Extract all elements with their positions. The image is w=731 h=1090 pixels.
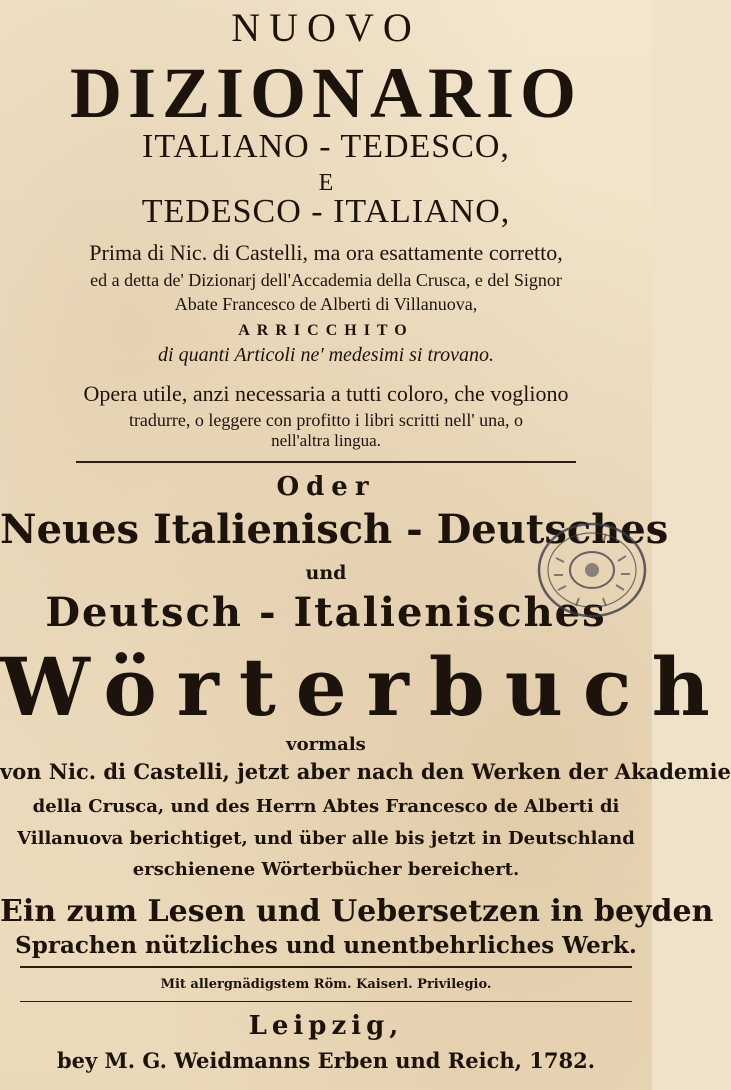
subtitle-abate: Abate Francesco de Alberti di Villanuova, [174, 294, 478, 314]
german-vormals: vormals [286, 734, 366, 755]
description-opera: Opera utile, anzi necessaria a tutti coloro, che vogliono [83, 381, 569, 406]
divider-rule-top [20, 966, 632, 968]
divider-rule-bottom [20, 1001, 632, 1002]
title-italiano-tedesco: ITALIANO - TEDESCO, [142, 128, 510, 165]
german-title-neues: Neues Italienisch - Deutsches [0, 506, 669, 553]
german-villanuova: Villanuova berichtiget, und über alle bis jetzt in Deutschland [17, 828, 635, 849]
title-e: E [318, 170, 334, 196]
german-und: und [305, 562, 347, 584]
title-nuovo: NUOVO [231, 5, 421, 50]
german-title-deutsch-italienisches: Deutsch - Italienisches [45, 589, 607, 636]
imprint-publisher: bey M. G. Weidmanns Erben und Reich, 1782. [56, 1048, 596, 1073]
description-nell-altra: nell'altra lingua. [271, 431, 381, 450]
privilege-note: Mit allergnädigstem Röm. Kaiserl. Privilegio. [160, 977, 492, 992]
title-tedesco-italiano: TEDESCO - ITALIANO, [141, 193, 511, 230]
subtitle-di-quanti: di quanti Articoli ne' medesimi si trovano. [158, 344, 494, 366]
imprint-place: Leipzig, [248, 1011, 404, 1041]
german-erschienene: erschienene Wörterbücher bereichert. [132, 859, 520, 880]
german-ein-zum: Ein zum Lesen und Uebersetzen in beyden [0, 894, 714, 929]
heading-arricchito: ARRICCHITO [238, 322, 414, 339]
library-stamp-icon [536, 520, 648, 620]
subtitle-ed-a-detta: ed a detta de' Dizionarj dell'Accademia della Crusca, e del Signor [90, 270, 562, 290]
description-tradurre: tradurre, o leggere con profitto i libri scritti nell' una, o [128, 410, 524, 430]
german-von-nic: von Nic. di Castelli, jetzt aber nach den Werken der Akademie [0, 759, 731, 784]
german-della-crusca: della Crusca, und des Herrn Abtes Francesco de Alberti di [32, 796, 620, 817]
german-oder: Oder [276, 472, 376, 502]
title-dizionario: DIZIONARIO [69, 53, 583, 133]
divider-rule [76, 461, 576, 463]
german-sprachen: Sprachen nützliches und unentbehrliches Werk. [15, 932, 637, 959]
german-title-woerterbuch: Wörterbuch [0, 640, 730, 734]
subtitle-prima: Prima di Nic. di Castelli, ma ora esattamente corretto, [89, 240, 563, 265]
